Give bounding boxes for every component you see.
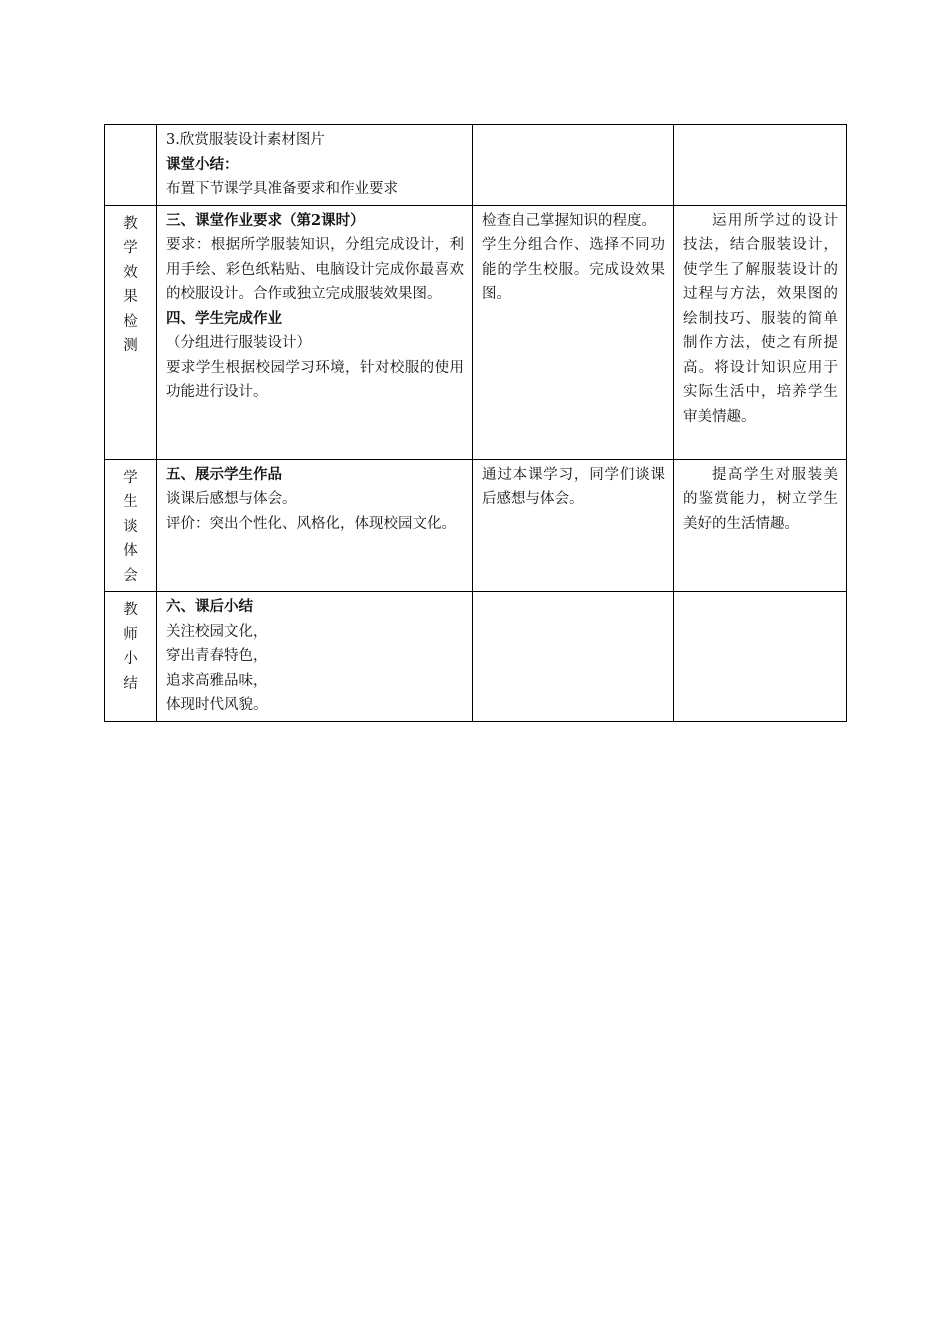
content-cell bbox=[157, 459, 473, 592]
content-text: 评价：突出个性化、风格化，体现校园文化。 bbox=[166, 515, 456, 532]
label-char: 体 bbox=[123, 543, 138, 559]
student-activity-cell: 通过本课学习，同学们谈课后感想与体会。 bbox=[473, 459, 674, 592]
label-char: 会 bbox=[123, 567, 138, 584]
content-cell bbox=[157, 592, 473, 722]
label-char: 效 bbox=[123, 264, 138, 281]
content-heading: 三、课堂作业要求（第2课时） bbox=[166, 211, 365, 229]
label-char: 检 bbox=[123, 313, 138, 330]
row-label-cell bbox=[105, 205, 157, 459]
student-activity-cell bbox=[473, 205, 674, 459]
student-activity-cell bbox=[473, 125, 674, 206]
row-label-cell bbox=[105, 125, 157, 206]
label-char: 谈 bbox=[123, 518, 138, 535]
label-char: 学 bbox=[123, 240, 138, 256]
content-line: 关注校园文化， bbox=[166, 623, 268, 640]
label-char: 学 bbox=[123, 469, 138, 486]
content-text: （分组进行服装设计） bbox=[166, 335, 311, 351]
label-char: 果 bbox=[123, 289, 138, 305]
student-activity-cell bbox=[473, 592, 674, 722]
content-text: 要求学生根据校园学习环境，针对校服的使用功能进行设计。 bbox=[166, 359, 464, 400]
student-text: 学生分组合作、选择不同功能的学生校服。完成设效果图。 bbox=[482, 237, 665, 302]
row-label-cell bbox=[105, 459, 157, 592]
label-char: 小 bbox=[123, 651, 138, 667]
table-row bbox=[105, 205, 847, 459]
content-line: 追求高雅品味， bbox=[166, 672, 268, 689]
lesson-plan-table bbox=[104, 124, 847, 722]
content-heading: 课堂小结： bbox=[166, 155, 239, 173]
label-char: 教 bbox=[123, 215, 138, 232]
design-intent-cell bbox=[674, 125, 847, 206]
label-char: 生 bbox=[123, 494, 138, 510]
row-label-cell bbox=[105, 592, 157, 722]
content-text: 谈课后感想与体会。 bbox=[166, 491, 297, 507]
label-char: 教 bbox=[123, 602, 138, 618]
content-text: 要求：根据所学服装知识，分组完成设计，利用手绘、彩色纸粘贴、电脑设计完成你最喜欢的校服设计。合作或独立完成服装效果图。 bbox=[166, 237, 464, 302]
table-row bbox=[105, 459, 847, 592]
label-char: 结 bbox=[123, 675, 138, 692]
table-row bbox=[105, 125, 847, 206]
content-line: 布置下节课学具准备要求和作业要求 bbox=[166, 181, 398, 197]
design-intent-cell: 提高学生对服装美的鉴赏能力，树立学生美好的生活情趣。 bbox=[674, 459, 847, 592]
table-row bbox=[105, 592, 847, 722]
content-heading: 四、学生完成作业 bbox=[166, 309, 282, 327]
content-cell bbox=[157, 125, 473, 206]
content-heading: 六、课后小结 bbox=[166, 598, 253, 615]
student-text: 检查自己掌握知识的程度。 bbox=[482, 212, 656, 229]
design-intent-cell: 运用所学过的设计技法，结合服装设计，使学生了解服装设计的过程与方法，效果图的绘制技巧、服装的简单制作方法，使之有所提高。将设计知识应用于实际生活中，培养学生审美情趣。 bbox=[674, 205, 847, 459]
content-cell bbox=[157, 205, 473, 459]
label-char: 测 bbox=[123, 338, 138, 354]
content-line: 3.欣赏服装设计素材图片 bbox=[166, 132, 325, 148]
label-char: 师 bbox=[123, 626, 138, 643]
content-line: 穿出青春特色， bbox=[166, 648, 268, 664]
content-heading: 五、展示学生作品 bbox=[166, 465, 282, 483]
design-intent-cell bbox=[674, 592, 847, 722]
content-line: 体现时代风貌。 bbox=[166, 697, 268, 713]
